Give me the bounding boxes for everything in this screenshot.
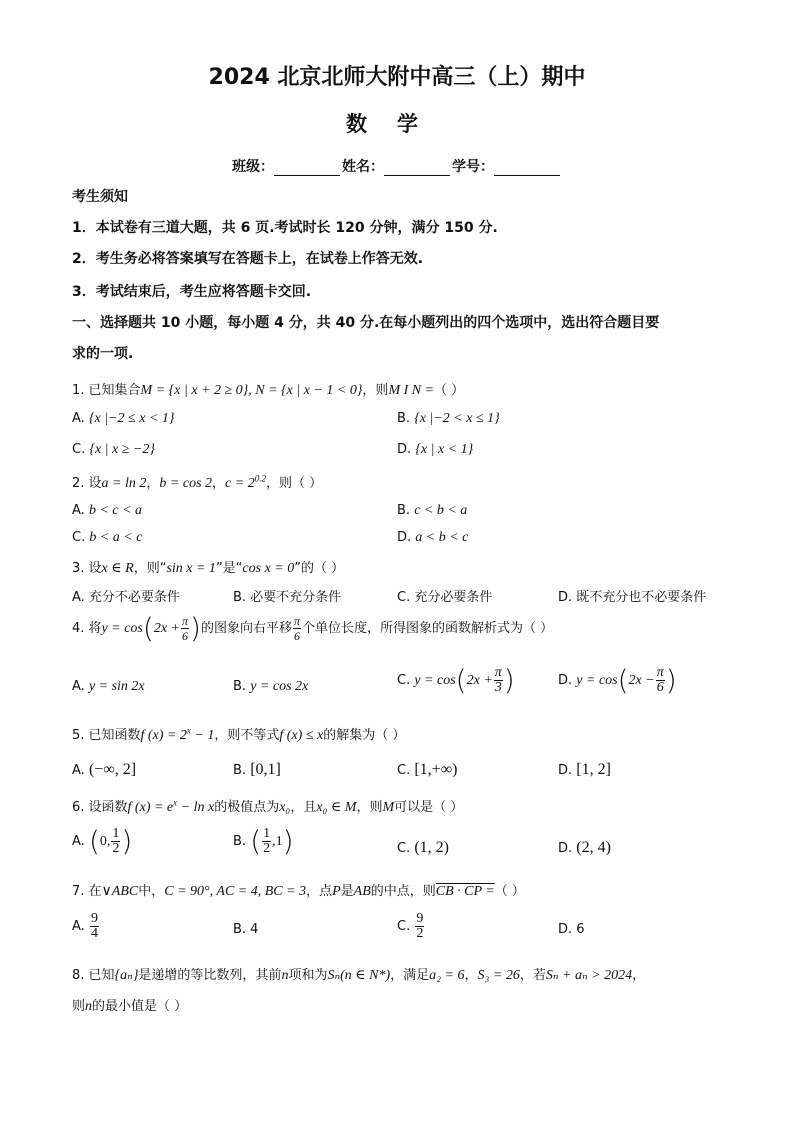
q2-sep-2: ， bbox=[212, 476, 226, 491]
q4-math-inner: 2x + bbox=[153, 621, 180, 636]
name-blank[interactable] bbox=[384, 161, 450, 176]
q6-option-c[interactable] bbox=[397, 839, 449, 857]
q5-option-b-math: [0,1] bbox=[250, 761, 281, 778]
q2-option-b-letter: B. bbox=[397, 503, 415, 518]
q1-option-d-letter: D. bbox=[397, 442, 416, 457]
q1-option-a-letter: A. bbox=[72, 411, 89, 426]
q1-option-c[interactable] bbox=[72, 442, 155, 458]
q7-math-conditions: C = 90°, AC = 4, BC = 3 bbox=[164, 884, 307, 899]
id-label: 学号： bbox=[452, 159, 494, 175]
q1-option-b[interactable] bbox=[397, 411, 500, 427]
q5-text-a: 5. 已知函数 bbox=[72, 728, 141, 743]
q7-text-a: 7. 在 bbox=[72, 884, 102, 899]
q8-text-e: ，若 bbox=[519, 968, 546, 983]
q6-b-left-paren: ( bbox=[250, 824, 262, 858]
q6-option-b-letter: B. bbox=[233, 834, 251, 849]
q4-option-a[interactable] bbox=[72, 679, 145, 695]
section-heading-line-2: 求的一项. bbox=[72, 346, 134, 362]
q6-option-d[interactable] bbox=[558, 839, 611, 857]
q2-option-a-letter: A. bbox=[72, 503, 89, 518]
q4-c-num: π bbox=[494, 665, 502, 680]
q6-paren: 可以是（ ） bbox=[394, 800, 464, 815]
q2-option-d[interactable] bbox=[397, 530, 468, 546]
q5-option-c-letter: C. bbox=[397, 763, 415, 778]
q4-option-c-letter: C. bbox=[397, 673, 415, 688]
q2-text-a: 2. 设 bbox=[72, 476, 102, 491]
q4-c-den: 3 bbox=[494, 680, 502, 695]
q4-c-left-paren: ( bbox=[455, 663, 467, 697]
q6-b-den: 2 bbox=[263, 841, 271, 856]
notice-item-2: 2．考生务必将答案填写在答题卡上，在试卷上作答无效. bbox=[72, 251, 424, 267]
q1-option-c-letter: C. bbox=[72, 442, 90, 457]
q7-option-a-letter: A. bbox=[72, 919, 89, 934]
q1-option-b-math: {x |−2 < x ≤ 1} bbox=[414, 411, 500, 426]
q5-math-minus: − 1 bbox=[190, 728, 215, 743]
q6-b-num: 1 bbox=[263, 826, 271, 841]
q2-option-c-letter: C. bbox=[72, 530, 90, 545]
q7-a-num: 9 bbox=[90, 911, 98, 926]
q6-option-a-letter: A. bbox=[72, 834, 89, 849]
question-1-stem bbox=[72, 379, 464, 399]
q5-math-f: f (x) = 2 bbox=[140, 728, 187, 743]
q1-text-b: ，则 bbox=[362, 383, 389, 398]
q5-option-d-letter: D. bbox=[558, 763, 577, 778]
q7-a-den: 4 bbox=[90, 926, 98, 941]
q8-text-d: ，满足 bbox=[390, 968, 430, 983]
q4-d-left-paren: ( bbox=[617, 663, 629, 697]
q1-text-a: 1. 已知集合 bbox=[72, 383, 141, 398]
q1-option-c-math: {x | x ≥ −2} bbox=[89, 442, 155, 457]
q4-option-c-math: y = cos bbox=[414, 673, 456, 688]
notice-item-1: 1．本试卷有三道大题，共 6 页.考试时长 120 分钟，满分 150 分. bbox=[72, 220, 498, 236]
student-info-line bbox=[0, 156, 794, 176]
q1-option-a[interactable] bbox=[72, 411, 175, 427]
q5-option-c[interactable] bbox=[397, 761, 457, 779]
q6-option-a[interactable] bbox=[72, 824, 133, 858]
q2-option-d-letter: D. bbox=[397, 530, 416, 545]
q7-option-b[interactable]: B. 4 bbox=[233, 922, 259, 937]
q8-line2-text-a: 则 bbox=[72, 999, 86, 1014]
q6-math-m: M bbox=[382, 800, 395, 815]
q4-option-d-math: y = cos bbox=[576, 673, 618, 688]
q4-c-right-paren: ) bbox=[503, 663, 515, 697]
q3-text-b: ，则“ bbox=[133, 561, 167, 576]
q1-math-sets: M = {x | x + 2 ≥ 0}, N = {x | x − 1 < 0} bbox=[140, 383, 363, 398]
q7-text-e: 的中点，则 bbox=[370, 884, 436, 899]
q6-exponent: x bbox=[173, 797, 178, 808]
q7-option-c[interactable] bbox=[397, 912, 425, 941]
q4-shift-den: 6 bbox=[293, 629, 300, 643]
subject-title: 数学 bbox=[346, 112, 448, 136]
q5-option-a-letter: A. bbox=[72, 763, 89, 778]
q8-math-sn: Sₙ(n ∈ N*) bbox=[327, 968, 391, 983]
q7-math-ab: AB bbox=[353, 884, 371, 899]
q4-left-paren: ( bbox=[142, 611, 154, 645]
q8-line2-text-b: 的最小值是（ ） bbox=[92, 999, 188, 1014]
q3-option-b[interactable]: B. 必要不充分条件 bbox=[233, 590, 342, 605]
q7-option-c-letter: C. bbox=[397, 919, 415, 934]
q6-text-b: 的极值点为 bbox=[214, 800, 280, 815]
q8-text-f: ， bbox=[632, 968, 646, 983]
q1-math-intersection: M I N = bbox=[388, 383, 435, 398]
q5-option-b[interactable] bbox=[233, 761, 281, 779]
q4-fraction-pi-6 bbox=[181, 614, 189, 643]
q6-text-d: ，则 bbox=[356, 800, 383, 815]
q6-a-right-paren: ) bbox=[121, 824, 133, 858]
q5-exponent: x bbox=[186, 725, 191, 736]
q6-math-x0: x₀ bbox=[279, 800, 291, 815]
q6-a-fraction bbox=[111, 827, 120, 856]
q6-option-d-math: (2, 4) bbox=[576, 839, 611, 856]
q4-c-fraction bbox=[494, 666, 503, 695]
q4-option-c[interactable] bbox=[397, 663, 515, 697]
q1-option-d-math: {x | x < 1} bbox=[415, 442, 474, 457]
q2-option-a-math: b < c < a bbox=[88, 503, 143, 518]
q5-text-b: ，则不等式 bbox=[214, 728, 280, 743]
q4-text-b: 的图象向右平移 bbox=[200, 621, 292, 636]
q8-math-seq: {aₙ} bbox=[114, 968, 139, 983]
q1-option-d[interactable] bbox=[397, 442, 473, 458]
q3-text-a: 3. 设 bbox=[72, 561, 102, 576]
q4-text-c: 个单位长度，所得图象的函数解析式为（ ） bbox=[301, 621, 554, 636]
question-8-stem bbox=[72, 964, 645, 984]
question-8-stem-line-2 bbox=[72, 995, 187, 1015]
question-7-stem bbox=[72, 880, 525, 900]
question-6-stem bbox=[72, 796, 463, 816]
q6-option-b[interactable] bbox=[233, 824, 294, 858]
q5-math-ineq: f (x) ≤ x bbox=[279, 728, 324, 743]
q6-a-den: 2 bbox=[112, 841, 120, 856]
q5-option-c-math: [1,+∞) bbox=[414, 761, 458, 778]
q2-exponent: 0.2 bbox=[254, 473, 266, 484]
q6-option-c-math: (1, 2) bbox=[414, 839, 449, 856]
q5-option-d[interactable] bbox=[558, 761, 611, 779]
q7-text-c: ，点 bbox=[306, 884, 333, 899]
question-3-stem bbox=[72, 557, 344, 577]
q8-math-inequality: Sₙ + aₙ > 2024 bbox=[545, 968, 633, 983]
q6-math-ln: − ln x bbox=[177, 800, 215, 815]
q8-text-a: 8. 已知 bbox=[72, 968, 115, 983]
q4-c-inner: 2x + bbox=[466, 673, 493, 688]
q8-line2-math-n: n bbox=[85, 999, 93, 1014]
q2-option-d-math: a < b < c bbox=[415, 530, 469, 545]
q2-math-c: c = 2 bbox=[225, 476, 255, 491]
q7-math-triangle: ∨ABC bbox=[101, 884, 139, 899]
q4-d-num: π bbox=[656, 665, 664, 680]
q2-paren: ，则（ ） bbox=[265, 476, 323, 491]
q2-math-b: b = cos 2 bbox=[159, 476, 213, 491]
q3-text-c: ”是“ bbox=[215, 561, 243, 576]
q4-option-a-letter: A. bbox=[72, 679, 89, 694]
q4-shift-num: π bbox=[293, 614, 300, 628]
q6-math-x0-in-m: x₀ ∈ M bbox=[316, 800, 357, 815]
q5-option-b-letter: B. bbox=[233, 763, 251, 778]
q6-option-c-letter: C. bbox=[397, 841, 415, 856]
q2-option-c-math: b < a < c bbox=[89, 530, 143, 545]
q6-option-d-letter: D. bbox=[558, 841, 577, 856]
q6-b-right-paren: ) bbox=[282, 824, 294, 858]
name-label: 姓名： bbox=[342, 159, 384, 175]
q4-option-a-math: y = sin 2x bbox=[88, 679, 145, 694]
q2-option-c[interactable] bbox=[72, 530, 142, 546]
page-title: 2024 北京北师大附中高三（上）期中 bbox=[208, 65, 586, 90]
q1-paren: （ ） bbox=[434, 383, 465, 398]
question-5-stem bbox=[72, 724, 405, 744]
q7-math-p: P bbox=[332, 884, 341, 899]
q2-option-b[interactable] bbox=[397, 503, 467, 519]
question-4-stem bbox=[72, 611, 554, 645]
q3-math-cos: cos x = 0 bbox=[242, 561, 295, 576]
q4-d-inner: 2x − bbox=[628, 673, 655, 688]
notice-heading: 考生须知 bbox=[72, 189, 128, 205]
q4-text-a: 4. 将 bbox=[72, 621, 102, 636]
q2-option-a[interactable] bbox=[72, 503, 142, 519]
q3-option-d[interactable]: D. 既不充分也不必要条件 bbox=[558, 590, 707, 605]
q6-a-num: 1 bbox=[112, 826, 120, 841]
q8-math-s3: S₃ = 26 bbox=[477, 968, 520, 983]
q7-c-fraction bbox=[415, 912, 424, 941]
section-heading-line-1: 一、选择题共 10 小题，每小题 4 分，共 40 分.在每小题列出的四个选项中，选出符合题目要 bbox=[72, 315, 660, 331]
q3-math-x: x ∈ R bbox=[101, 561, 134, 576]
notice-item-3: 3．考试结束后，考生应将答题卡交回. bbox=[72, 284, 312, 300]
q4-option-b-letter: B. bbox=[233, 679, 251, 694]
q5-option-a-math: (−∞, 2] bbox=[88, 761, 137, 778]
question-2-stem bbox=[72, 472, 322, 492]
q3-paren: ”的（ ） bbox=[294, 561, 345, 576]
q2-math-a: a = ln 2 bbox=[101, 476, 147, 491]
q4-frac-den: 6 bbox=[181, 629, 188, 643]
q1-option-b-letter: B. bbox=[397, 411, 415, 426]
q5-paren: 的解集为（ ） bbox=[323, 728, 406, 743]
q2-sep-1: ， bbox=[146, 476, 160, 491]
q4-option-d[interactable] bbox=[558, 663, 677, 697]
q4-option-b[interactable] bbox=[233, 679, 308, 695]
q7-option-d[interactable]: D. 6 bbox=[558, 922, 585, 937]
q7-c-num: 9 bbox=[416, 911, 424, 926]
q6-text-a: 6. 设函数 bbox=[72, 800, 128, 815]
q6-a-zero: 0, bbox=[99, 834, 111, 849]
q5-option-d-math: [1, 2] bbox=[576, 761, 611, 778]
q5-option-a[interactable] bbox=[72, 761, 136, 779]
q4-option-b-math: y = cos 2x bbox=[250, 679, 309, 694]
q6-text-c: ，且 bbox=[290, 800, 317, 815]
q7-paren: （ ） bbox=[494, 884, 525, 899]
q8-math-n: n bbox=[281, 968, 289, 983]
q4-d-right-paren: ) bbox=[665, 663, 677, 697]
q6-b-one: ,1 bbox=[272, 834, 283, 849]
q3-option-a[interactable]: A. 充分不必要条件 bbox=[72, 590, 180, 605]
id-blank[interactable] bbox=[494, 161, 560, 176]
q4-math-cos: y = cos bbox=[101, 621, 143, 636]
class-label: 班级： bbox=[232, 159, 274, 175]
q7-text-d: 是 bbox=[340, 884, 354, 899]
q4-frac-num: π bbox=[181, 614, 188, 628]
q2-option-b-math: c < b < a bbox=[414, 503, 468, 518]
q8-text-b: 是递增的等比数列，其前 bbox=[138, 968, 282, 983]
q6-math-f: f (x) = e bbox=[127, 800, 174, 815]
q3-option-c[interactable]: C. 充分必要条件 bbox=[397, 590, 493, 605]
q4-right-paren: ) bbox=[190, 611, 201, 645]
q3-math-sin: sin x = 1 bbox=[166, 561, 216, 576]
q4-d-den: 6 bbox=[656, 680, 664, 695]
class-blank[interactable] bbox=[274, 161, 340, 176]
q7-text-b: 中， bbox=[138, 884, 165, 899]
q7-a-fraction bbox=[90, 912, 99, 941]
q7-math-dot-product: CB · CP = bbox=[435, 884, 495, 899]
q7-c-den: 2 bbox=[416, 926, 424, 941]
q4-option-d-letter: D. bbox=[558, 673, 577, 688]
q8-text-c: 项和为 bbox=[288, 968, 328, 983]
q4-fraction-shift bbox=[293, 614, 301, 643]
q4-d-fraction bbox=[656, 666, 665, 695]
q1-option-a-math: {x |−2 ≤ x < 1} bbox=[88, 411, 175, 426]
q7-option-a[interactable] bbox=[72, 912, 100, 941]
q8-sep-1: ， bbox=[464, 968, 478, 983]
q8-math-a2: a₂ = 6 bbox=[429, 968, 465, 983]
q6-b-fraction bbox=[262, 827, 271, 856]
q6-a-left-paren: ( bbox=[88, 824, 100, 858]
